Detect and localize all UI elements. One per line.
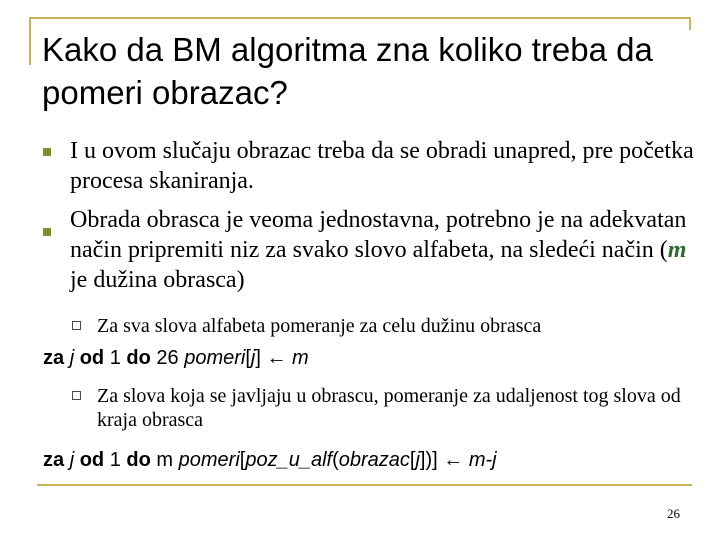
bullet-2-text-before: Obrada obrasca je veoma jednostavna, potrebno je na adekvatan način pripremiti niz za svako slovo alfabeta, na sledeći način ( [70, 207, 687, 263]
sub-bullet-1-text: Za sva slova alfabeta pomeranje za celu dužinu obrasca [97, 315, 542, 337]
keyword-do: do [126, 347, 151, 369]
frame-bottom-rule [37, 484, 692, 486]
func-poz-u-alf: poz_u_alf [245, 449, 333, 471]
bullet-1-text: I u ovom slučaju obrazac treba da se obradi unapred, pre početka procesa skaniranja. [70, 138, 694, 194]
assigned-value: m-j [468, 449, 497, 471]
keyword-od: od [79, 347, 105, 369]
bracket: [ [245, 347, 251, 369]
keyword-do: do [126, 449, 151, 471]
left-arrow-icon: ← [266, 347, 287, 369]
index-j: j [250, 347, 256, 369]
frame-top-rule [29, 17, 691, 19]
array-obrazac: obrazac [338, 449, 410, 471]
index-j: j [415, 449, 420, 471]
code-line-1 [43, 345, 309, 371]
bullet-square-icon [43, 148, 51, 156]
keyword-od: od [79, 449, 105, 471]
bracket: [ [409, 449, 416, 471]
bullet-square-icon [43, 228, 51, 236]
range-from: 1 [109, 449, 121, 471]
assigned-value: m [292, 347, 309, 369]
bullet-2-emphasis: m [667, 237, 687, 263]
keyword-za: za [43, 449, 65, 471]
bullet-2-text-after: je dužina obrasca) [70, 267, 245, 293]
bracket: ])] [419, 449, 438, 471]
bullet-2-text [70, 205, 700, 295]
sub-bullet-box-icon [72, 391, 81, 400]
page-number: 26 [667, 506, 680, 521]
paren: ( [332, 449, 339, 471]
sub-bullet-box-icon [72, 321, 81, 330]
range-from: 1 [109, 347, 121, 369]
code-line-2 [43, 447, 497, 473]
bracket: [ [239, 449, 246, 471]
var-j: j [69, 449, 75, 471]
func-pomeri: pomeri [184, 347, 246, 369]
slide-title: Kako da BM algoritma zna koliko treba da pomeri obrazac? [42, 31, 653, 111]
range-to: m [156, 449, 174, 471]
left-arrow-icon: ← [443, 449, 464, 471]
var-j: j [69, 347, 75, 369]
bracket: ] [255, 347, 261, 369]
func-pomeri: pomeri [178, 449, 240, 471]
keyword-za: za [43, 347, 65, 369]
sub-bullet-2-text: Za slova koja se javljaju u obrascu, pomeranje za udaljenost tog slova od kraja obrasca [97, 385, 681, 431]
frame-right-rule [689, 17, 691, 30]
frame-left-rule [29, 17, 31, 65]
range-to: 26 [156, 347, 179, 369]
